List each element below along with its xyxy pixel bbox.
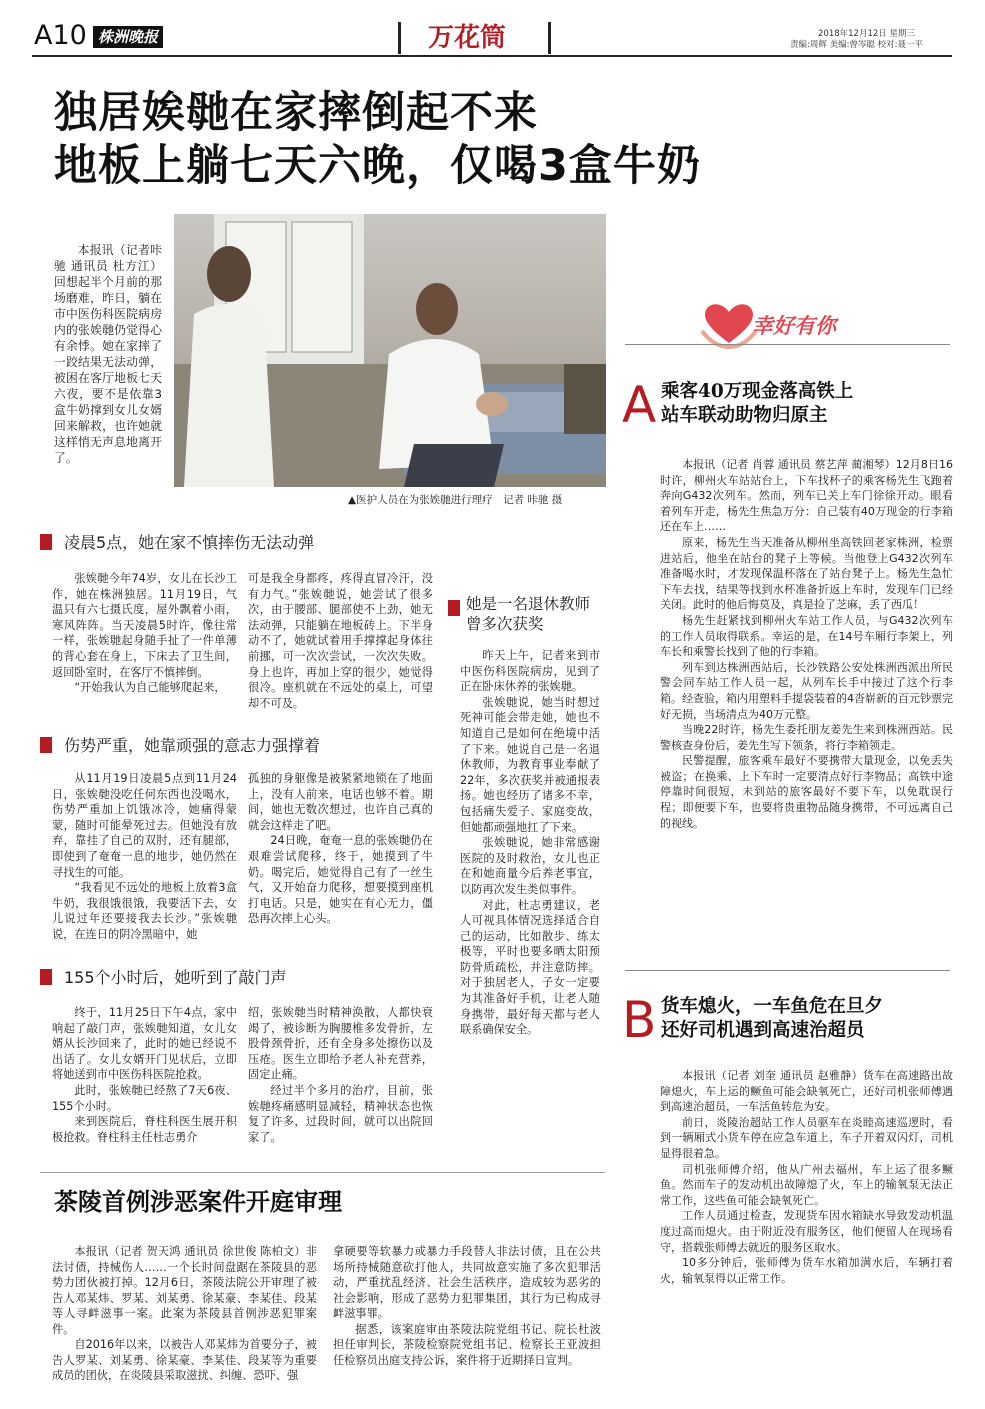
- right-mid-rule: [625, 970, 950, 971]
- photo-scene: [174, 214, 606, 487]
- photo-caption: ▲医护人员在为张娭毑进行理疗 记者 咔驰 摄: [348, 494, 563, 506]
- subhead-marker: [40, 969, 52, 985]
- story-b-title-line-2: 还好司机遇到高速治超员: [661, 1020, 865, 1041]
- masthead-logo: 株洲晚报: [93, 26, 163, 48]
- story-a-body: 本报讯（记者 肖蓉 通讯员 蔡艺萍 蔺湘琴）12月8日16时许，柳州火车站站台上，下车找杯子的乘客杨先生飞跑着奔向G432次列车。然而，列车已关上车门徐徐开动。眼看着列车开走，杨先生焦急万分：自己装有40万现金的行李箱还在车上…… 原来，杨先生当天准备从柳州坐高铁回老家株洲，检票进站后，他坐在站台的凳子上等候。当他登上G432次列车准备喝水时，才发现保温杯落在了站台凳子上。杨先生急忙下车去找，结果等找到水杯准备折返上车时，发现车门已经关闭。此时的他后悔莫及，真是捡了芝麻，丢了西瓜！ 杨先生赶紧找到柳州火车站工作人员，与G432次列车的工作人员取得联系。幸运的是，在14号车厢行李架上，列车长和乘警长找到了他的行李箱。 列车到达株洲西站后，长沙铁路公安处株洲西派出所民警会同车站工作人员一起，从列车长手中接过了这个行李箱。经查验，箱内用塑料手提袋装着的4沓崭新的百元钞票完好无损，当场清点为40万元整。 当晚22时许，杨先生委托朋友姜先生来到株洲西站。民警核查身份后，姜先生写下领条，将行李箱领走。 民警提醒，旅客乘车最好不要携带大量现金，以免丢失被盗；在换乘、上下车时一定要清点好行李物品；高铁中途停靠时间很短，未到站的旅客最好不要下车，以免耽误行程；即便要下车，也要将贵重物品随身携带，不可远离自己的视线。: [660, 458, 953, 830]
- side-column: 昨天上午，记者来到市中医伤科医院病房，见到了正在卧床休养的张娭毑。 张娭毑说，她当时想过死神可能会带走她，她也不知道自己是如何在绝境中活了下来。她说自己是一名退休教师，为教育事业奉献了22年，多次获奖并被通报表扬。她也经历了诸多不幸，包括痛失爱子、家庭变故，但她都顽强地扛了下来。 张娭毑说，她非常感谢医院的及时救治，女儿也正在和她商量今后养老事宜，以防再次发生类似事件。 对此，杜志勇建议，老人可视具体情况选择适合自己的运动，比如散步、练太极等，平时也要多晒太阳预防骨质疏松，并注意防摔。对于独居老人，子女一定要为其准备好手机，让老人随身携带，最好每天都与老人联系确保安全。: [460, 649, 600, 1037]
- header-divider-right: [548, 22, 551, 54]
- story-b-title-line-1: 货车熄火，一车鱼危在旦夕: [661, 996, 884, 1017]
- issue-date: 2018年12月12日 星期三: [818, 29, 915, 39]
- side-title-line-2: 曾多次获奖: [466, 615, 544, 633]
- court-col-2: 拿硬要等软暴力或暴力手段替人非法讨债，且在公共场所持械随意砍打他人，共同故意实施了多次犯罪活动，严重扰乱经济、社会生活秩序，造成较为恶劣的社会影响，形成了恶势力犯罪集团，其行为已构成寻衅滋事罪。 据悉，该案庭审由茶陵法院党组书记、院长杜波担任审判长，茶陵检察院党组书记、检察长王亚波担任检察员出庭支持公诉，案件将于近期择日宣判。: [333, 1245, 601, 1367]
- news-photo: [174, 214, 606, 487]
- section-title: 万花筒: [428, 23, 507, 53]
- subhead-2-text: 伤势严重，她靠顽强的意志力强撑着: [64, 736, 321, 755]
- court-top-rule: [40, 1172, 605, 1173]
- court-headline: 茶陵首例涉恶案件开庭审理: [54, 1187, 342, 1216]
- header-divider-left: [398, 22, 401, 54]
- column-logo-text: 幸好有你: [752, 313, 836, 338]
- story-a-title-line-2: 站车联动助物归原主: [661, 405, 828, 426]
- side-title-line-1: 她是一名退休教师: [466, 595, 591, 613]
- story-a-title: [661, 380, 853, 428]
- right-top-rule: [625, 344, 950, 345]
- story-b-letter: B: [622, 991, 657, 1049]
- subhead-3-text: 155个小时后，她听到了敲门声: [64, 968, 287, 987]
- subhead-marker: [40, 737, 52, 753]
- section1-col-1: 张娭毑今年74岁，女儿在长沙工作，她在株洲独居。11月19日，气温只有六七摄氏度，屋外飘着小雨，寒风阵阵。当天凌晨5时许，像往常一样，张娭毑起身随手扯了一件单薄的背心套在身上，下床去了卫生间，返回卧室时，在客厅不慎摔倒。 “开始我认为自己能够爬起来，: [52, 572, 237, 695]
- lead-paragraph: 本报讯（记者咔驰 通讯员 杜方江）回想起半个月前的那场磨难，昨日，躺在市中医伤科医院病房内的张娭毑仍觉得心有余悸。她在家摔了一跤结果无法动弹，被困在客厅地板七天六夜，要不是依靠3盒牛奶撑到女儿女婿回来解救，也许她就这样悄无声息地离开了。: [54, 243, 162, 465]
- headline-line-2: 地板上躺七天六晚，仅喝3盒牛奶: [54, 141, 701, 191]
- story-b-title: [661, 995, 883, 1043]
- section3-col-2: 绍，张娭毑当时精神涣散，人都快衰竭了，被诊断为胸腰椎多发骨折，左股骨颈骨折，还有全身多处擦伤以及压疮。医生立即给予老人补充营养，固定止痛。 经过半个多月的治疗，目前，张娭毑疼痛感明显减轻，精神状态也恢复了许多，过段时间，就可以出院回家了。: [248, 1006, 433, 1144]
- subhead-marker: [40, 534, 52, 550]
- section2-col-1: 从11月19日凌晨5点到11月24日，张娭毑没吃任何东西也没喝水，伤势严重加上饥饿冰冷，她痛得蒙蒙，随时可能晕死过去。但她没有放弃，靠挂了自己的双肘，还有腿部，即使到了奄奄一息的地步，她仍然在寻找生的可能。 “我看见不远处的地板上放着3盒牛奶，我很饿很饿，我要活下去，女儿说过年还要接我去长沙。”张娭毑说，在连日的阴冷黑暗中，她: [52, 772, 237, 941]
- subhead-2: [40, 733, 320, 756]
- side-title: [466, 594, 590, 634]
- story-a-letter: A: [622, 376, 657, 434]
- section3-col-1: 终于，11月25日下午4点，家中响起了敲门声，张娭毑知道，女儿女婿从长沙回来了，此时的她已经说不出话了。女儿女婿开门见状后，立即将她送到市中医伤科医院抢救。 此时，张娭毑已经熬了7天6夜、155个小时。 来到医院后，脊柱科医生展开积极抢救。脊柱科主任杜志勇介: [52, 1006, 237, 1144]
- header-rule: [32, 55, 952, 57]
- staff-credit: 责编:周辉 美编:曾岑聪 校对:聂一平: [790, 40, 923, 50]
- section2-col-2: 孤独的身躯像是被紧紧地锁在了地面上，没有人前来，电话也够不着。期间，她也无数次想过，也许自己真的就会这样走了吧。 24日晚，奄奄一息的张娭毑仍在艰难尝试爬移，终于，她摸到了牛奶。喝完后，她觉得自己有了一丝生气，又开始奋力爬移，想要摸到座机打电话。只是，她实在有心无力，僵恐再次摔上心头。: [248, 772, 433, 926]
- subhead-3: [40, 965, 287, 988]
- page-number: A10: [34, 20, 87, 51]
- section1-col-2: 可是我全身都疼，疼得直冒冷汗，没有力气。”张娭毑说，她尝试了很多次，由于腰部、腿部使不上劲，她无法动弹，只能躺在地板砖上。下半身动不了，她就试着用手撑撑起身体往前挪，可一次次尝试，一次次失败。身上也许，再加上穿的很少，她觉得很冷。座机就在不远处的桌上，可望却不可及。: [248, 572, 433, 710]
- court-col-1: 本报讯（记者 贺天鸿 通讯员 徐世俊 陈柏文）非法讨债，持械伤人……一个长时间盘踞在茶陵县的恶势力团伙被打掉。12月6日，茶陵法院公开审理了被告人邓某炜、罗某、刘某勇、徐某豪、李某佳、段某等人寻衅滋事一案。此案为茶陵县首例涉恶犯罪案件。 自2016年以来，以被告人邓某炜为首要分子，被告人罗某、刘某勇、徐某豪、李某佳、段某等为重要成员的团伙，在炎陵县采取滋扰、纠缠、恐吓、强: [52, 1245, 317, 1382]
- subhead-1: [40, 530, 314, 553]
- heart-hands-icon: [700, 297, 758, 351]
- side-marker: [448, 600, 460, 616]
- story-a-title-line-1: 乘客40万现金落高铁上: [661, 381, 854, 402]
- subhead-1-text: 凌晨5点，她在家不慎摔伤无法动弹: [64, 533, 315, 552]
- headline-line-1: 独居娭毑在家摔倒起不来: [54, 88, 538, 138]
- story-b-body: 本报讯（记者 刘奎 通讯员 赵雅静）货车在高速路出故障熄火，车上运的鳜鱼可能会缺氧死亡，还好司机张师傅遇到高速治超员，一车活鱼转危为安。 前日，炎陵治超站工作人员驱车在炎睦高速巡逻时，看到一辆厢式小货车停在应急车道上，车子开着双闪灯，司机显得很着急。 司机张师傅介绍，他从广州去福州，车上运了很多鳜鱼。然而车子的发动机出故障熄了火，车上的输氧泵无法正常工作，这些鱼可能会缺氧死亡。 工作人员通过检查，发现货车因水箱缺水导致发动机温度过高而熄火。由于附近没有服务区，他们便留人在现场看守，搭载张师傅去就近的服务区取水。 10多分钟后，张师傅为货车水箱加满水后，车辆打着火，输氧泵得以正常工作。: [660, 1069, 953, 1285]
